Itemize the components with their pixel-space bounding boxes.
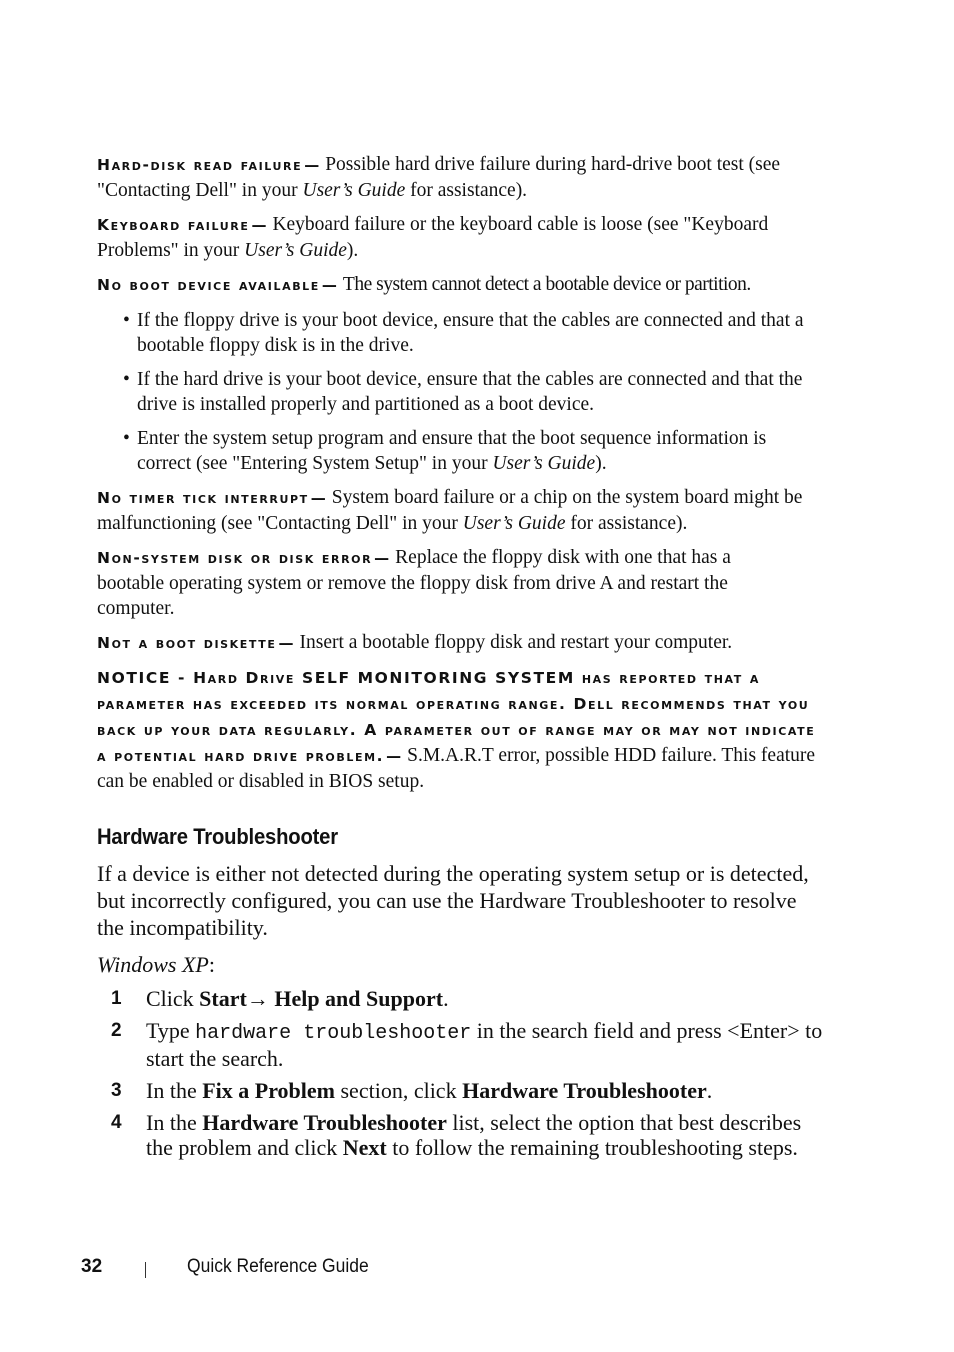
step-item bbox=[97, 1110, 825, 1160]
link-name: Hardware Troubleshooter bbox=[462, 1078, 707, 1103]
step-item bbox=[97, 1018, 825, 1071]
error-term: No timer tick interrupt bbox=[97, 489, 309, 507]
step-item bbox=[97, 986, 825, 1011]
guide-reference: User’s Guide bbox=[462, 513, 566, 534]
boot-device-bullet-list bbox=[97, 308, 825, 476]
steps-list bbox=[97, 986, 825, 1160]
os-label-line bbox=[97, 951, 825, 978]
list-item bbox=[123, 426, 825, 476]
menu-path-help: Help and Support bbox=[274, 986, 444, 1011]
em-dash: — bbox=[374, 549, 390, 567]
os-colon: : bbox=[208, 952, 215, 977]
step-text: Type bbox=[146, 1018, 196, 1043]
guide-reference: User’s Guide bbox=[244, 240, 347, 261]
error-term: Not a boot diskette bbox=[97, 634, 277, 652]
step-text: Click bbox=[146, 986, 200, 1011]
error-entry-no-boot-device bbox=[97, 272, 825, 298]
em-dash: — bbox=[278, 634, 294, 652]
arrow-right-icon: → bbox=[246, 986, 269, 1011]
error-entry-non-system-disk bbox=[97, 545, 787, 621]
em-dash: — bbox=[310, 489, 326, 507]
section-heading: Hardware Troubleshooter bbox=[97, 824, 338, 849]
step-text: . bbox=[443, 986, 449, 1011]
page-number: 32 bbox=[81, 1256, 103, 1277]
step-text: in the search field and press <Enter> to start the search. bbox=[146, 1018, 823, 1071]
button-name: Next bbox=[342, 1135, 387, 1160]
error-entry-not-boot-diskette bbox=[97, 630, 825, 656]
step-number: 4 bbox=[111, 1112, 122, 1133]
error-description: Insert a bootable floppy disk and restart your computer. bbox=[299, 632, 733, 653]
error-description-end: for assistance). bbox=[565, 513, 688, 534]
step-number: 3 bbox=[111, 1080, 122, 1101]
list-item bbox=[123, 367, 825, 417]
step-text: In the bbox=[146, 1110, 203, 1135]
error-entry-timer-tick bbox=[97, 485, 825, 536]
step-item bbox=[97, 1078, 825, 1103]
bullet-text-end: ). bbox=[595, 453, 607, 474]
bullet-text: If the hard drive is your boot device, ensure that the cables are connected and that the drive is installed properly and partitioned as a boot device. bbox=[137, 369, 803, 415]
list-item bbox=[123, 308, 825, 358]
page-content bbox=[97, 152, 825, 1167]
error-description: System board failure or a chip on the system board might be malfunctioning (see "Contacting Dell" in your bbox=[97, 487, 803, 534]
em-dash: — bbox=[386, 747, 402, 765]
error-description: The system cannot detect a bootable device or partition. bbox=[342, 274, 751, 295]
error-description: Keyboard failure or the keyboard cable is loose (see "Keyboard Problems" in your bbox=[97, 214, 769, 261]
bullet-text: If the floppy drive is your boot device, ensure that the cables are connected and that a bootable floppy disk is in the drive. bbox=[137, 310, 804, 356]
notice-text: S.M.A.R.T error, possible HDD failure. This feature can be enabled or disabled in BIOS setup. bbox=[97, 745, 816, 792]
step-number: 1 bbox=[111, 988, 122, 1009]
error-description-end: for assistance). bbox=[405, 180, 528, 201]
guide-reference: User’s Guide bbox=[302, 180, 406, 201]
step-text: list, select the option that best describes the problem and click bbox=[146, 1110, 802, 1160]
error-description-end: ). bbox=[346, 240, 359, 261]
em-dash: — bbox=[251, 216, 267, 234]
error-term: No boot device available bbox=[97, 276, 320, 294]
smart-notice bbox=[97, 665, 825, 794]
error-term: Hard-disk read failure bbox=[97, 156, 303, 174]
list-name: Hardware Troubleshooter bbox=[202, 1110, 447, 1135]
step-text: In the bbox=[146, 1078, 203, 1103]
guide-reference: User’s Guide bbox=[492, 453, 596, 474]
step-text: to follow the remaining troubleshooting steps. bbox=[386, 1135, 798, 1160]
search-term-code: hardware troubleshooter bbox=[195, 1022, 472, 1045]
section-name: Fix a Problem bbox=[202, 1078, 335, 1103]
error-entry-hard-disk bbox=[97, 152, 825, 203]
error-term: Keyboard failure bbox=[97, 216, 250, 234]
step-text: section, click bbox=[335, 1078, 463, 1103]
step-text: . bbox=[706, 1078, 713, 1103]
footer-divider bbox=[145, 1262, 146, 1278]
em-dash: — bbox=[321, 276, 337, 294]
step-number: 2 bbox=[111, 1020, 122, 1041]
footer-title: Quick Reference Guide bbox=[187, 1256, 369, 1277]
section-intro: If a device is either not detected during the operating system setup or is detected, but incorrectly configured, you can use the Hardware Troubleshooter to resolve the incompatibility. bbox=[97, 861, 809, 940]
error-description: Possible hard drive failure during hard-drive boot test (see "Contacting Dell" in your bbox=[97, 154, 781, 201]
error-description: Replace the floppy disk with one that has a bootable operating system or remove the floppy disk from drive A and restart the computer. bbox=[97, 547, 731, 619]
notice-term: NOTICE - Hard Drive SELF MONITORING SYSTEM has reported that a parameter has exceeded its normal operating range. Dell recommends that you back up your data regularly. A parameter out of range may or may not indicate a potential hard drive problem. bbox=[97, 669, 816, 765]
page-footer bbox=[81, 1256, 581, 1284]
error-term: Non-system disk or disk error bbox=[97, 549, 373, 567]
menu-path-start: Start bbox=[199, 986, 247, 1011]
os-label: Windows XP bbox=[97, 952, 209, 977]
bullet-text: Enter the system setup program and ensure that the boot sequence information is correct (see "Entering System Setup" in your bbox=[137, 428, 767, 474]
em-dash: — bbox=[304, 156, 320, 174]
error-entry-keyboard bbox=[97, 212, 825, 263]
